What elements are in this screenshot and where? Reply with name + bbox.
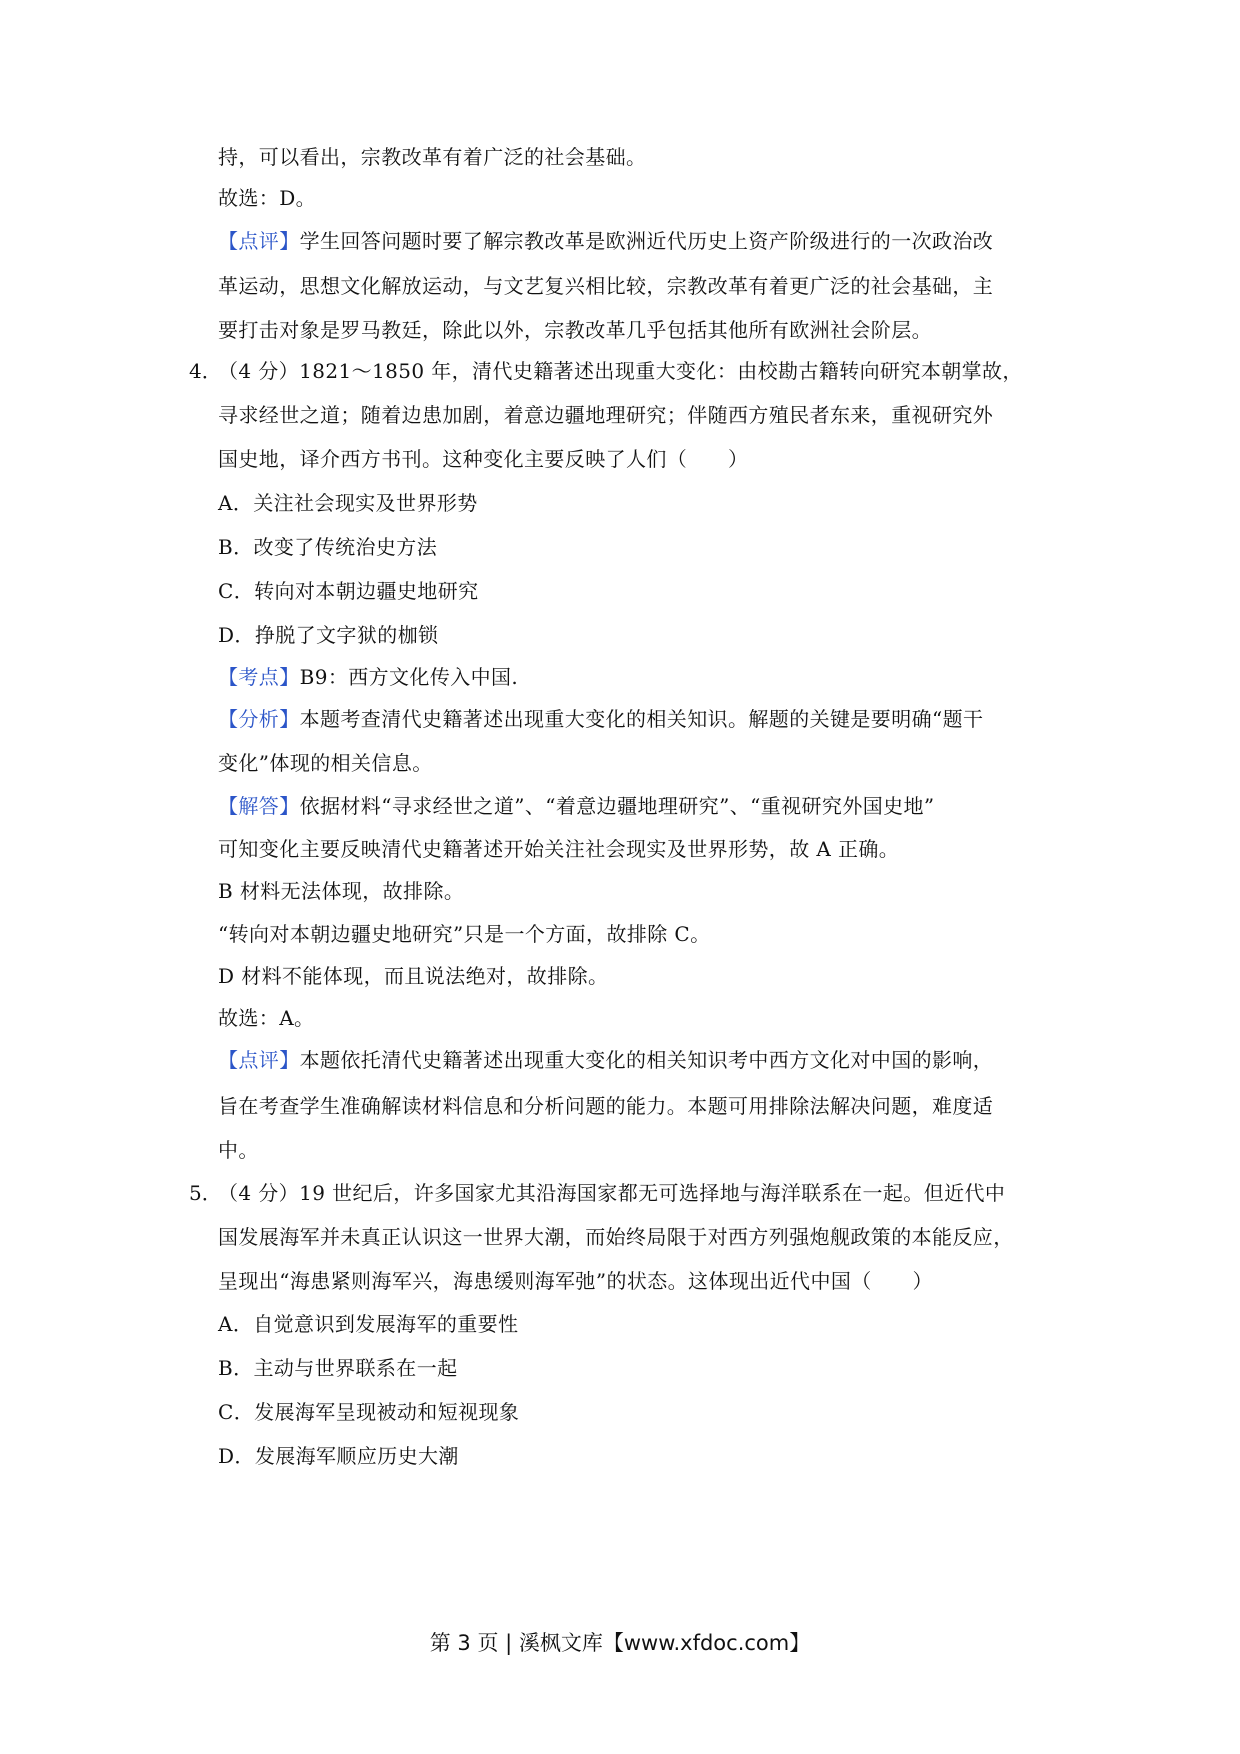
option-b: B．主动与世界联系在一起	[218, 1356, 458, 1380]
question-stem: 寻求经世之道；随着边患加剧，着意边疆地理研究；伴随西方殖民者东来，重视研究外	[218, 403, 994, 427]
jieda-line: D 材料不能体现，而且说法绝对，故排除。	[218, 964, 609, 988]
option-a: A．自觉意识到发展海军的重要性	[218, 1312, 519, 1336]
jieda-text: 依据材料“寻求经世之道”、“着意边疆地理研究”、“重视研究外国史地”	[299, 794, 935, 818]
text-line: 持，可以看出，宗教改革有着广泛的社会基础。	[218, 145, 647, 169]
fenxi-text: 本题考查清代史籍著述出现重大变化的相关知识。解题的关键是要明确“题干	[299, 707, 984, 731]
kaodian-text: B9：西方文化传入中国.	[299, 665, 519, 689]
option-d: D．挣脱了文字狱的枷锁	[218, 623, 439, 647]
review-line: 旨在考查学生准确解读材料信息和分析问题的能力。本题可用排除法解决问题，难度适	[218, 1094, 994, 1118]
question-stem: 国史地，译介西方书刊。这种变化主要反映了人们（ ）	[218, 447, 749, 471]
jieda-line: “转向对本朝边疆史地研究”只是一个方面，故排除 C。	[218, 922, 711, 946]
option-a: A．关注社会现实及世界形势	[218, 491, 478, 515]
option-c: C．转向对本朝边疆史地研究	[218, 579, 479, 603]
jieda-line: B 材料无法体现，故排除。	[218, 879, 465, 903]
fenxi-line	[218, 706, 983, 732]
review-line: 要打击对象是罗马教廷，除此以外，宗教改革几乎包括其他所有欧洲社会阶层。	[218, 318, 932, 342]
question-stem: 呈现出“海患紧则海军兴，海患缓则海军弛”的状态。这体现出近代中国（ ）	[218, 1269, 933, 1293]
review-line	[218, 228, 993, 254]
kaodian-line	[218, 664, 518, 690]
question-stem: （4 分）19 世纪后，许多国家尤其沿海国家都无可选择地与海洋联系在一起。但近代中	[218, 1181, 1006, 1205]
fenxi-line: 变化”体现的相关信息。	[218, 751, 433, 775]
review-line: 中。	[218, 1138, 259, 1162]
review-tag: 【点评】	[218, 229, 300, 253]
review-tag: 【点评】	[218, 1048, 300, 1072]
question-stem: 国发展海军并未真正认识这一世界大潮，而始终局限于对西方列强炮舰政策的本能反应，	[218, 1225, 1014, 1249]
option-b: B．改变了传统治史方法	[218, 535, 438, 559]
jieda-line: 可知变化主要反映清代史籍著述开始关注社会现实及世界形势，故 A 正确。	[218, 837, 900, 861]
option-c: C．发展海军呈现被动和短视现象	[218, 1400, 520, 1424]
review-line	[218, 1047, 993, 1073]
question-number: 5．	[189, 1181, 222, 1205]
option-d: D．发展海军顺应历史大潮	[218, 1444, 459, 1468]
question-stem: （4 分）1821～1850 年，清代史籍著述出现重大变化：由校勘古籍转向研究本朝掌故，	[218, 359, 1023, 383]
jieda-line	[218, 793, 935, 819]
answer-line: 故选：A。	[218, 1006, 315, 1030]
review-text: 本题依托清代史籍著述出现重大变化的相关知识考中西方文化对中国的影响，	[299, 1048, 994, 1072]
fenxi-tag: 【分析】	[218, 707, 300, 731]
kaodian-tag: 【考点】	[218, 665, 300, 689]
answer-line: 故选：D。	[218, 186, 317, 210]
review-text: 学生回答问题时要了解宗教改革是欧洲近代历史上资产阶级进行的一次政治改	[299, 229, 994, 253]
question-number: 4．	[189, 359, 222, 383]
review-line: 革运动，思想文化解放运动，与文艺复兴相比较，宗教改革有着更广泛的社会基础，主	[218, 274, 994, 298]
jieda-tag: 【解答】	[218, 794, 300, 818]
page-footer: 第 3 页 | 溪枫文库【www.xfdoc.com】	[429, 1631, 811, 1655]
